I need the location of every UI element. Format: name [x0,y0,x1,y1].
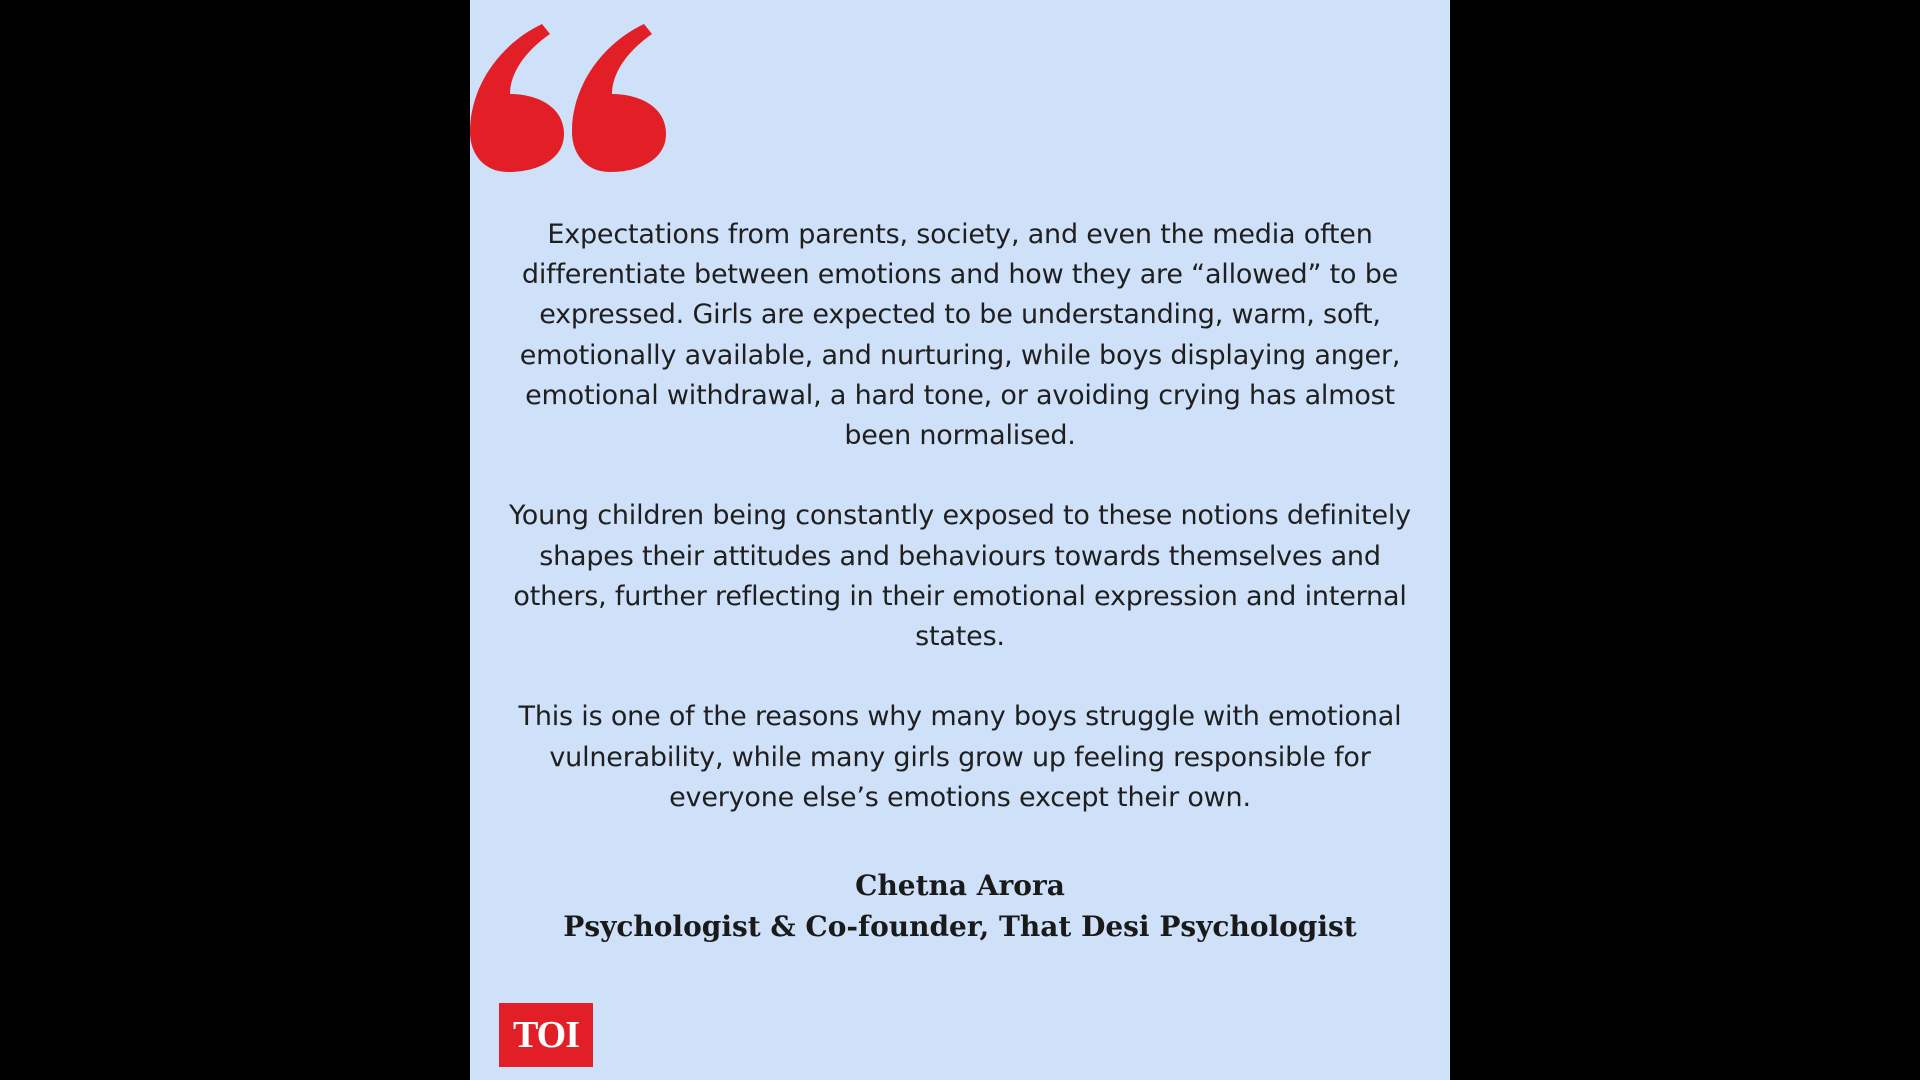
quote-paragraph-1: Expectations from parents, society, and even the media often differentiate between emotions and how they are “allowed” to be expressed. Girls are expected to be understanding, warm, soft, emotionally available, and nurturing, while boys displaying anger, emotional withdrawal, a hard tone, or avoiding crying has almost been normalised. [519,219,1401,452]
attribution [500,866,1420,947]
quote-mark-icon [470,24,666,172]
quote-paragraph-2: Young children being constantly exposed to these notions definitely shapes their attitudes and behaviours towards themselves and others, further reflecting in their emotional expression and internal states. [509,500,1411,653]
author-name: Chetna Arora [855,869,1065,902]
toi-logo: TOI [499,1003,593,1067]
author-title: Psychologist & Co-founder, That Desi Psychologist [563,909,1357,943]
quote-card [470,0,1450,1080]
quote-body [500,215,1420,818]
quote-paragraph-3: This is one of the reasons why many boys struggle with emotional vulnerability, while many girls grow up feeling responsible for everyone else’s emotions except their own. [518,701,1402,813]
